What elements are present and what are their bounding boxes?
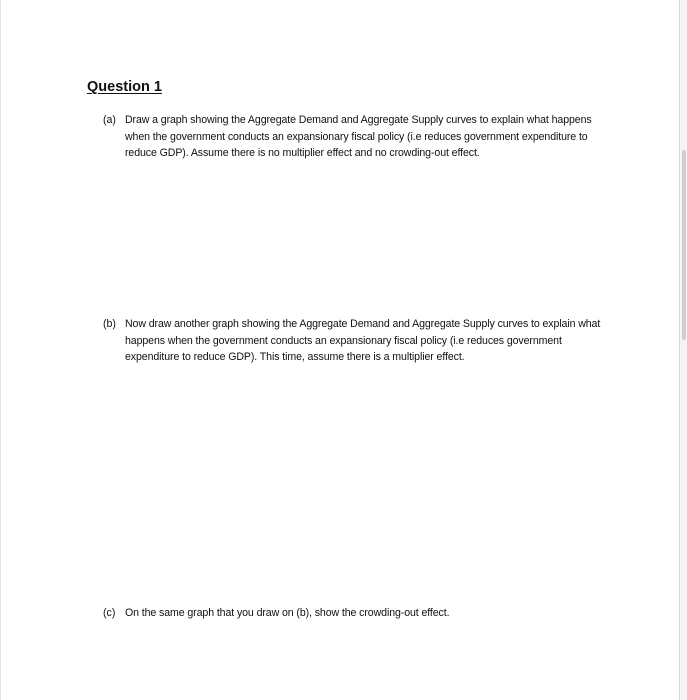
- question-part-c: [103, 605, 613, 622]
- question-label: (a): [103, 114, 116, 126]
- question-label: (b): [103, 318, 116, 330]
- question-part-a: [103, 112, 613, 162]
- question-part-b: [103, 316, 613, 366]
- question-heading: Question 1: [87, 79, 162, 95]
- question-text: Draw a graph showing the Aggregate Demand and Aggregate Supply curves to explain what happens when the government conducts an expansionary fiscal policy (i.e reduces government expenditure to reduce GDP). Assume there is no multiplier effect and no crowding-out effect.: [125, 114, 592, 159]
- question-label: (c): [103, 607, 116, 619]
- vertical-scrollbar[interactable]: [680, 0, 687, 700]
- scrollbar-thumb[interactable]: [682, 150, 686, 340]
- question-text: Now draw another graph showing the Aggregate Demand and Aggregate Supply curves to explain what happens when the government conducts an expansionary fiscal policy (i.e reduces government expenditure to reduce GDP). This time, assume there is a multiplier effect.: [125, 318, 601, 363]
- question-text: On the same graph that you draw on (b), show the crowding-out effect.: [125, 607, 450, 619]
